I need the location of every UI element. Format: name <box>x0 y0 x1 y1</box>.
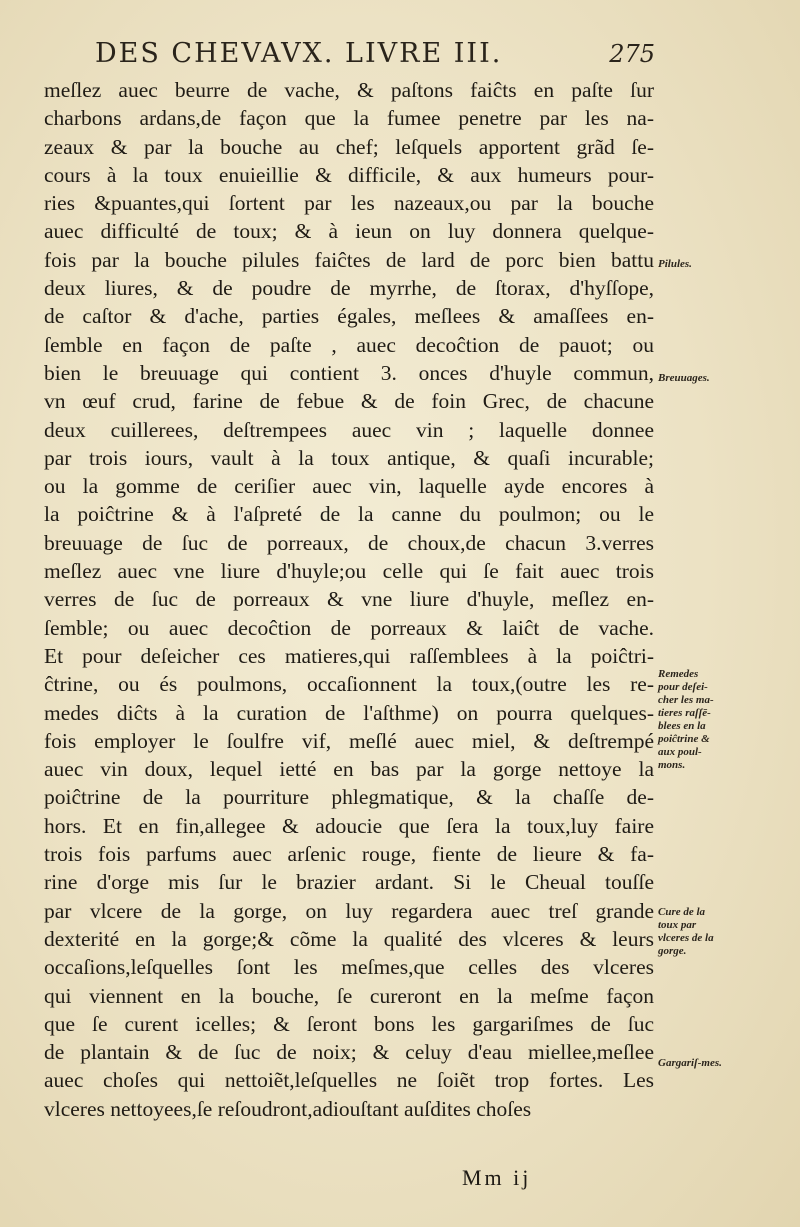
text-line: hors. Et en fin,allegee & adoucie que ſera la toux,luy faire <box>44 813 654 838</box>
text-line: fois employer le ſoulfre vif, meſlé auec miel, & deſtrempé <box>44 728 654 753</box>
body-text <box>44 76 654 1123</box>
text-line: meſlez auec vne liure d'huyle;ou celle qui ſe fait auec trois <box>44 559 654 584</box>
running-head <box>95 38 655 78</box>
text-line: deux liures, & de poudre de myrrhe, de ſtorax, d'hyſſope, <box>44 276 654 301</box>
text-line: deux cuillerees, deſtrempees auec vin ; laquelle donnee <box>44 417 654 442</box>
text-line: ou la gomme de ceriſier auec vin, laquelle ayde encores à <box>44 474 654 499</box>
text-line: zeaux & par la bouche au chef; leſquels apportent grãd ſe- <box>44 134 654 159</box>
margin-note-gargarismes: Gargariſ-mes. <box>658 1057 722 1069</box>
text-line: qui viennent en la bouche, ſe cureront en la meſme façon <box>44 983 654 1008</box>
text-line: medes diĉts à la curation de l'aſthme) on pourra quelques- <box>44 700 654 725</box>
text-line: de plantain & de ſuc de noix; & celuy d'eau miellee,meſlee <box>44 1040 654 1065</box>
text-line: meſlez auec beurre de vache, & paſtons faiĉts en paſte ſur <box>44 78 654 102</box>
text-line: auec choſes qui nettoiẽt,leſquelles ne ſoiẽt trop fortes. Les <box>44 1068 654 1093</box>
text-line: vlceres nettoyees,ſe reſoudront,adiouſtant auſdites choſes <box>44 1096 532 1121</box>
text-line: ſemble en façon de paſte , auec decoĉtion de pauot; ou <box>44 332 654 357</box>
text-line: par vlcere de la gorge, on luy regardera auec treſ grande <box>44 898 654 923</box>
running-title: DES CHEVAVX. LIVRE III. <box>95 38 503 69</box>
text-line: fois par la bouche pilules faiĉtes de lard de porc bien battu <box>44 247 654 272</box>
text-line: trois fois parfums auec arſenic rouge, fiente de lieure & fa- <box>44 842 654 867</box>
text-line: que ſe curent icelles; & ſeront bons les gargariſmes de ſuc <box>44 1011 654 1036</box>
text-line: breuuage de ſuc de porreaux, de choux,de chacun 3.verres <box>44 530 654 555</box>
margin-note-breuuages: Breuuages. <box>658 372 710 384</box>
text-line: de caſtor & d'ache, parties égales, meſlees & amaſſees en- <box>44 304 654 329</box>
text-line: la poiĉtrine & à l'aſpreté de la canne du poulmon; ou le <box>44 502 654 527</box>
text-line: vn œuf crud, farine de febue & de foin Grec, de chacune <box>44 389 654 414</box>
text-line: Et pour deſeicher ces matieres,qui raſſemblees à la poiĉtri- <box>44 643 654 668</box>
signature-mark: Mm ij <box>462 1165 532 1190</box>
text-line: par trois iours, vault à la toux antique, & quaſi incurable; <box>44 445 654 470</box>
text-line: ries &puantes,qui ſortent par les nazeaux,ou par la bouche <box>44 191 654 216</box>
text-line: charbons ardans,de façon que la fumee penetre par les na- <box>44 106 654 131</box>
text-line: rine d'orge mis ſur le brazier ardant. Si le Cheual touſſe <box>44 870 654 895</box>
text-line: ĉtrine, ou és poulmons, occaſionnent la toux,(outre les re- <box>44 672 654 697</box>
text-line: poiĉtrine de la pourriture phlegmatique, & la chaſſe de- <box>44 785 654 810</box>
text-line: dexterité en la gorge;& cõme la qualité des vlceres & leurs <box>44 926 654 951</box>
text-line: auec difficulté de toux; & à ieun on luy donnera quelque- <box>44 219 654 244</box>
margin-note-remedes: Remedes pour deſei-cher les ma-tieres raſſē-blees en la poiĉtrine & aux poul-mons. <box>658 668 714 771</box>
text-line: occaſions,leſquelles ſont les meſmes,que celles des vlceres <box>44 955 654 980</box>
margin-note-pilules: Pilules. <box>658 258 692 270</box>
text-line: verres de ſuc de porreaux & vne liure d'huyle, meſlez en- <box>44 587 654 612</box>
text-line: ſemble; ou auec decoĉtion de porreaux & laiĉt de vache. <box>44 615 654 640</box>
text-line: cours à la toux enuieillie & difficile, & aux humeurs pour- <box>44 162 654 187</box>
margin-note-cure: Cure de la toux par vlceres de la gorge. <box>658 906 714 957</box>
text-line: auec vin doux, lequel ietté en bas par la gorge nettoye la <box>44 757 654 782</box>
page-number: 275 <box>609 40 655 68</box>
text-line: bien le breuuage qui contient 3. onces d'huyle commun, <box>44 360 654 385</box>
